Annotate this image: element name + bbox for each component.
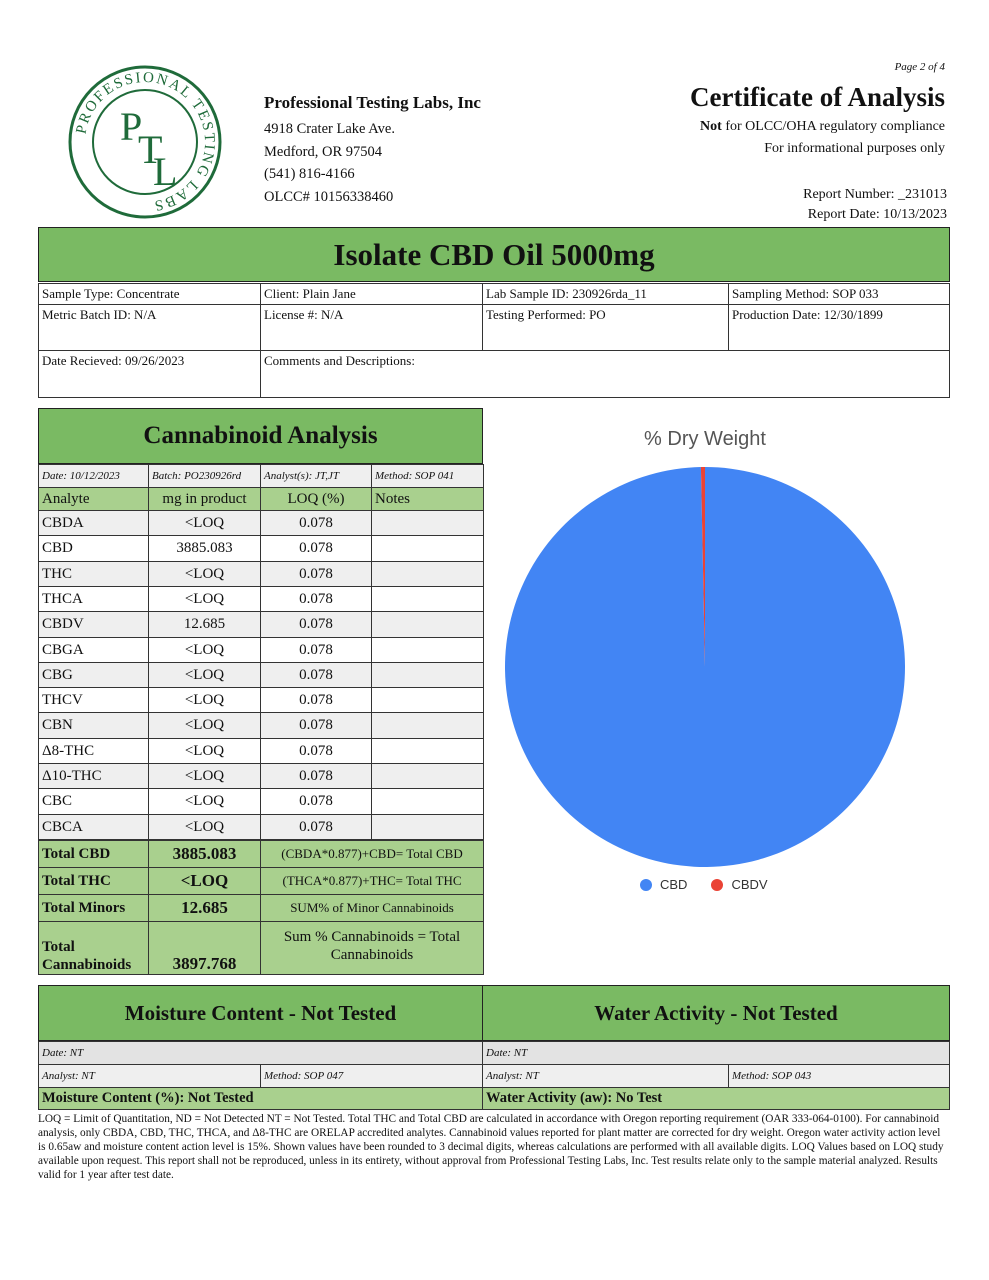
analyte-loq: 0.078: [260, 662, 372, 688]
report-number: Report Number: _231013: [803, 187, 947, 202]
footer-disclaimer: LOQ = Limit of Quantitation, ND = Not Detected NT = Not Tested. Total THC and Total CBD are calculated in accordance with Oregon reporting requirement (OAR 333-064-0100). For cannabinoid analysis, only CBDA, CBD, THC, THCA, and Δ8-THC are ORELAP accredited analytes. Cannabinoid values reported for plant matter are corrected for dry weight. Oregon water activity action level is 0.65aw and moisture content action level is 15%. Shown values have been rounded to 3 decimal digits, whereas calculations are performed with all available digits. LOQ Values based on LOQ study available upon request. This report shall not be reproduced, unless in its entirety, without approval from Professional Testing Labs, Inc. Test results relate only to the sample material analyzed. Results valid for 1 year after test date.: [38, 1113, 944, 1181]
water-date: Date: NT: [482, 1041, 950, 1065]
analyte-notes: [371, 763, 484, 789]
analyte-notes: [371, 712, 484, 739]
analyte-mg: 12.685: [148, 611, 261, 638]
company-name: Professional Testing Labs, Inc: [264, 93, 481, 112]
page-number: Page 2 of 4: [894, 61, 945, 73]
moisture-method: Method: SOP 047: [260, 1064, 483, 1088]
analyte-loq: 0.078: [260, 738, 372, 764]
analyte-mg: <LOQ: [148, 586, 261, 612]
analyte-mg: <LOQ: [148, 637, 261, 663]
meta-batch: Batch: PO230926rd: [148, 464, 261, 488]
legend-dot-cbdv: [711, 879, 723, 891]
license: License #: N/A: [260, 304, 483, 351]
analyte-notes: [371, 738, 484, 764]
info-note: For informational purposes only: [764, 141, 945, 156]
analyte-mg: <LOQ: [148, 712, 261, 739]
analyte-mg: <LOQ: [148, 788, 261, 815]
not-word: Not: [700, 119, 722, 134]
analyte-mg: <LOQ: [148, 763, 261, 789]
analyte-name: CBCA: [38, 814, 149, 840]
water-title: Water Activity - Not Tested: [482, 985, 950, 1041]
sample-type: Sample Type: Concentrate: [38, 283, 261, 305]
moisture-result: Moisture Content (%): Not Tested: [38, 1087, 483, 1110]
company-address1: 4918 Crater Lake Ave.: [264, 121, 395, 137]
total-formula: (THCA*0.877)+THC= Total THC: [260, 867, 484, 895]
column-header: LOQ (%): [260, 487, 372, 511]
analyte-loq: 0.078: [260, 637, 372, 663]
analyte-loq: 0.078: [260, 561, 372, 587]
analyte-notes: [371, 510, 484, 536]
analyte-name: CBN: [38, 712, 149, 739]
legend-label-cbd: CBD: [660, 877, 688, 892]
total-formula: SUM% of Minor Cannabinoids: [260, 894, 484, 922]
product-title: Isolate CBD Oil 5000mg: [38, 227, 950, 282]
comments: Comments and Descriptions:: [260, 350, 950, 398]
moisture-date: Date: NT: [38, 1041, 483, 1065]
analyte-mg: <LOQ: [148, 687, 261, 713]
analyte-loq: 0.078: [260, 535, 372, 562]
column-header: mg in product: [148, 487, 261, 511]
moisture-analyst: Analyst: NT: [38, 1064, 261, 1088]
moisture-title: Moisture Content - Not Tested: [38, 985, 483, 1041]
company-phone: (541) 816-4166: [264, 166, 355, 182]
total-label: Total CBD: [38, 840, 149, 868]
metric-batch-id: Metric Batch ID: N/A: [38, 304, 261, 351]
analyte-notes: [371, 814, 484, 840]
analyte-name: Δ10-THC: [38, 763, 149, 789]
water-result: Water Activity (aw): No Test: [482, 1087, 950, 1110]
analyte-notes: [371, 788, 484, 815]
analyte-name: CBC: [38, 788, 149, 815]
water-analyst: Analyst: NT: [482, 1064, 729, 1088]
analyte-loq: 0.078: [260, 510, 372, 536]
analyte-notes: [371, 586, 484, 612]
analyte-loq: 0.078: [260, 687, 372, 713]
client: Client: Plain Jane: [260, 283, 483, 305]
compliance-note: [700, 119, 945, 135]
svg-text:T: T: [138, 127, 163, 172]
total-value: 12.685: [148, 894, 261, 922]
analyte-loq: 0.078: [260, 814, 372, 840]
analyte-mg: <LOQ: [148, 510, 261, 536]
compliance-text: for OLCC/OHA regulatory compliance: [725, 119, 945, 134]
analyte-name: Δ8-THC: [38, 738, 149, 764]
analyte-notes: [371, 535, 484, 562]
total-label: Total Cannabinoids: [38, 921, 149, 975]
total-value: <LOQ: [148, 867, 261, 895]
analyte-notes: [371, 611, 484, 638]
logo-ring-text: PROFESSIONAL TESTING LABS: [73, 69, 218, 214]
analyte-name: CBD: [38, 535, 149, 562]
analyte-name: THCV: [38, 687, 149, 713]
chart-legend: [640, 877, 768, 892]
analyte-mg: 3885.083: [148, 535, 261, 562]
cannabinoid-title: Cannabinoid Analysis: [38, 408, 483, 464]
analyte-name: CBDV: [38, 611, 149, 638]
analyte-notes: [371, 561, 484, 587]
analyte-loq: 0.078: [260, 611, 372, 638]
total-formula: (CBDA*0.877)+CBD= Total CBD: [260, 840, 484, 868]
analyte-loq: 0.078: [260, 712, 372, 739]
meta-date: Date: 10/12/2023: [38, 464, 149, 488]
total-formula: Sum % Cannabinoids = Total Cannabinoids: [260, 921, 484, 975]
water-method: Method: SOP 043: [728, 1064, 950, 1088]
chart-title: % Dry Weight: [644, 428, 766, 450]
total-value: 3885.083: [148, 840, 261, 868]
company-olcc: OLCC# 10156338460: [264, 189, 394, 205]
total-value: 3897.768: [148, 921, 261, 975]
company-address2: Medford, OR 97504: [264, 144, 383, 160]
legend-dot-cbd: [640, 879, 652, 891]
svg-text:P: P: [120, 104, 143, 149]
analyte-mg: <LOQ: [148, 738, 261, 764]
analyte-loq: 0.078: [260, 788, 372, 815]
analyte-mg: <LOQ: [148, 561, 261, 587]
analyte-mg: <LOQ: [148, 814, 261, 840]
analyte-name: THCA: [38, 586, 149, 612]
analyte-notes: [371, 662, 484, 688]
meta-analyst: Analyst(s): JT,JT: [260, 464, 372, 488]
production-date: Production Date: 12/30/1899: [728, 304, 950, 351]
analyte-name: CBG: [38, 662, 149, 688]
analyte-name: CBGA: [38, 637, 149, 663]
column-header: Analyte: [38, 487, 149, 511]
testing-performed: Testing Performed: PO: [482, 304, 729, 351]
svg-text:L: L: [153, 149, 178, 194]
analyte-loq: 0.078: [260, 763, 372, 789]
report-date: Report Date: 10/13/2023: [807, 207, 947, 222]
analyte-mg: <LOQ: [148, 662, 261, 688]
analyte-notes: [371, 687, 484, 713]
column-header: Notes: [371, 487, 484, 511]
dry-weight-pie: [505, 467, 905, 867]
analyte-name: CBDA: [38, 510, 149, 536]
meta-method: Method: SOP 041: [371, 464, 484, 488]
sampling-method: Sampling Method: SOP 033: [728, 283, 950, 305]
page-title: Certificate of Analysis: [690, 82, 945, 112]
lab-sample-id: Lab Sample ID: 230926rda_11: [482, 283, 729, 305]
legend-label-cbdv: CBDV: [731, 877, 768, 892]
ptl-logo: [68, 65, 222, 219]
date-received: Date Recieved: 09/26/2023: [38, 350, 261, 398]
total-label: Total THC: [38, 867, 149, 895]
total-label: Total Minors: [38, 894, 149, 922]
analyte-loq: 0.078: [260, 586, 372, 612]
analyte-name: THC: [38, 561, 149, 587]
analyte-notes: [371, 637, 484, 663]
